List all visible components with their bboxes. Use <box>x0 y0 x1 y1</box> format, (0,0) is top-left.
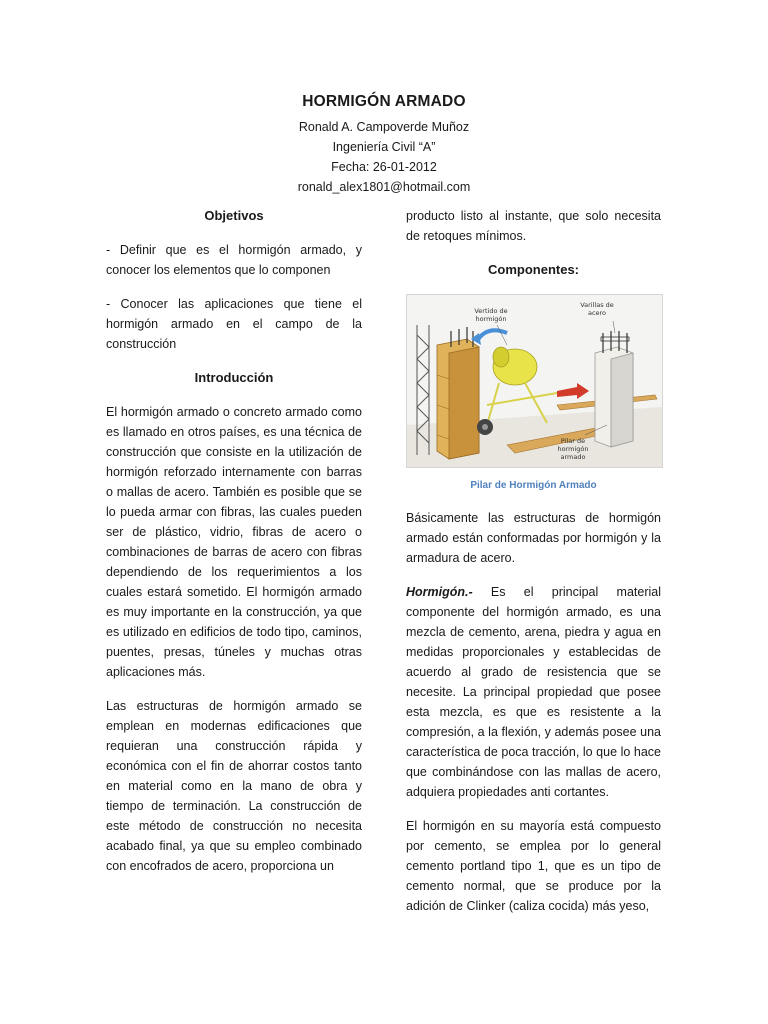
hormigon-paragraph <box>406 582 661 802</box>
figure-caption: Pilar de Hormigón Armado <box>470 480 597 491</box>
left-column <box>106 206 362 890</box>
intro-continuation: producto listo al instante, que solo necesita de retoques mínimos. <box>406 209 661 243</box>
author-email: ronald_alex1801@hotmail.com <box>297 180 471 194</box>
hormigon-term: Hormigón.- <box>406 585 473 599</box>
cemento-paragraph: El hormigón en su mayoría está compuesto por cemento, se emplea por lo general cemento portland tipo 1, que es un tipo de cemento normal, que se produce por la adición de Clinker (caliza cocida) más yeso, <box>406 819 661 913</box>
course-name: Ingeniería Civil “A” <box>332 140 436 154</box>
hormigon-definition: Es el principal material componente del hormigón armado, es una mezcla de cemento, arena, piedra y agua en medidas proporcionales y establecidas de acuerdo al grado de resistencia que se necesite. La principal propiedad que posee esta mezcla, es que es resistente a la compresión, a la flexión, y además posee una característica de poca tracción, lo que lo hace que combinándose con las mallas de acero, adquiera propiedades anti cortantes. <box>406 585 661 799</box>
figure-label-vertido: Vertido de hormigón <box>474 307 508 323</box>
intro-paragraph-2: Las estructuras de hormigón armado se emplean en modernas edificaciones que requieran una construcción rápida y económica con el fin de ahorrar costos tanto en material como en la mano de obra y tiempo de terminación. La construcción de este método de construcción no necesita acabado final, ya que su empleo combinado con encofrados de acero, proporciona un <box>106 699 362 873</box>
objetivos-heading: Objetivos <box>204 208 264 223</box>
componentes-paragraph: Básicamente las estructuras de hormigón armado están conformadas por hormigón y la armadura de acero. <box>406 511 661 565</box>
illustration-drawing <box>407 295 662 467</box>
objective-2: - Conocer las aplicaciones que tiene el hormigón armado en el campo de la construcción <box>106 297 362 351</box>
objective-1: - Definir que es el hormigón armado, y conocer los elementos que lo componen <box>106 243 362 277</box>
introduccion-heading: Introducción <box>194 370 274 385</box>
right-column <box>406 206 661 930</box>
document-date: Fecha: 26-01-2012 <box>331 160 437 174</box>
document-header <box>0 92 768 197</box>
figure-label-pilar: Pilar de hormigón armado <box>557 437 589 461</box>
figure-label-varillas: Varillas de acero <box>580 301 614 317</box>
document-title: HORMIGÓN ARMADO <box>302 93 466 110</box>
intro-paragraph-1: El hormigón armado o concreto armado como es llamado en otros países, es una técnica de construcción que consiste en la utilización de hormigón reforzado internamente con barras o mallas de acero. También es posible que se lo pueda armar con fibras, las cuales pueden ser de plástico, vidrio, fibras de acero o combinaciones de barras de acero con fibras dependiendo de los requerimientos a los cuales estará sometido. El hormigón armado es muy importante en la construcción, ya que es utilizado en edificios de todo tipo, caminos, puentes, presas, túneles y muchas otras aplicaciones más. <box>106 405 362 679</box>
componentes-heading: Componentes: <box>488 262 579 277</box>
reinforced-column-illustration <box>406 294 663 468</box>
author-name: Ronald A. Campoverde Muñoz <box>298 120 470 134</box>
